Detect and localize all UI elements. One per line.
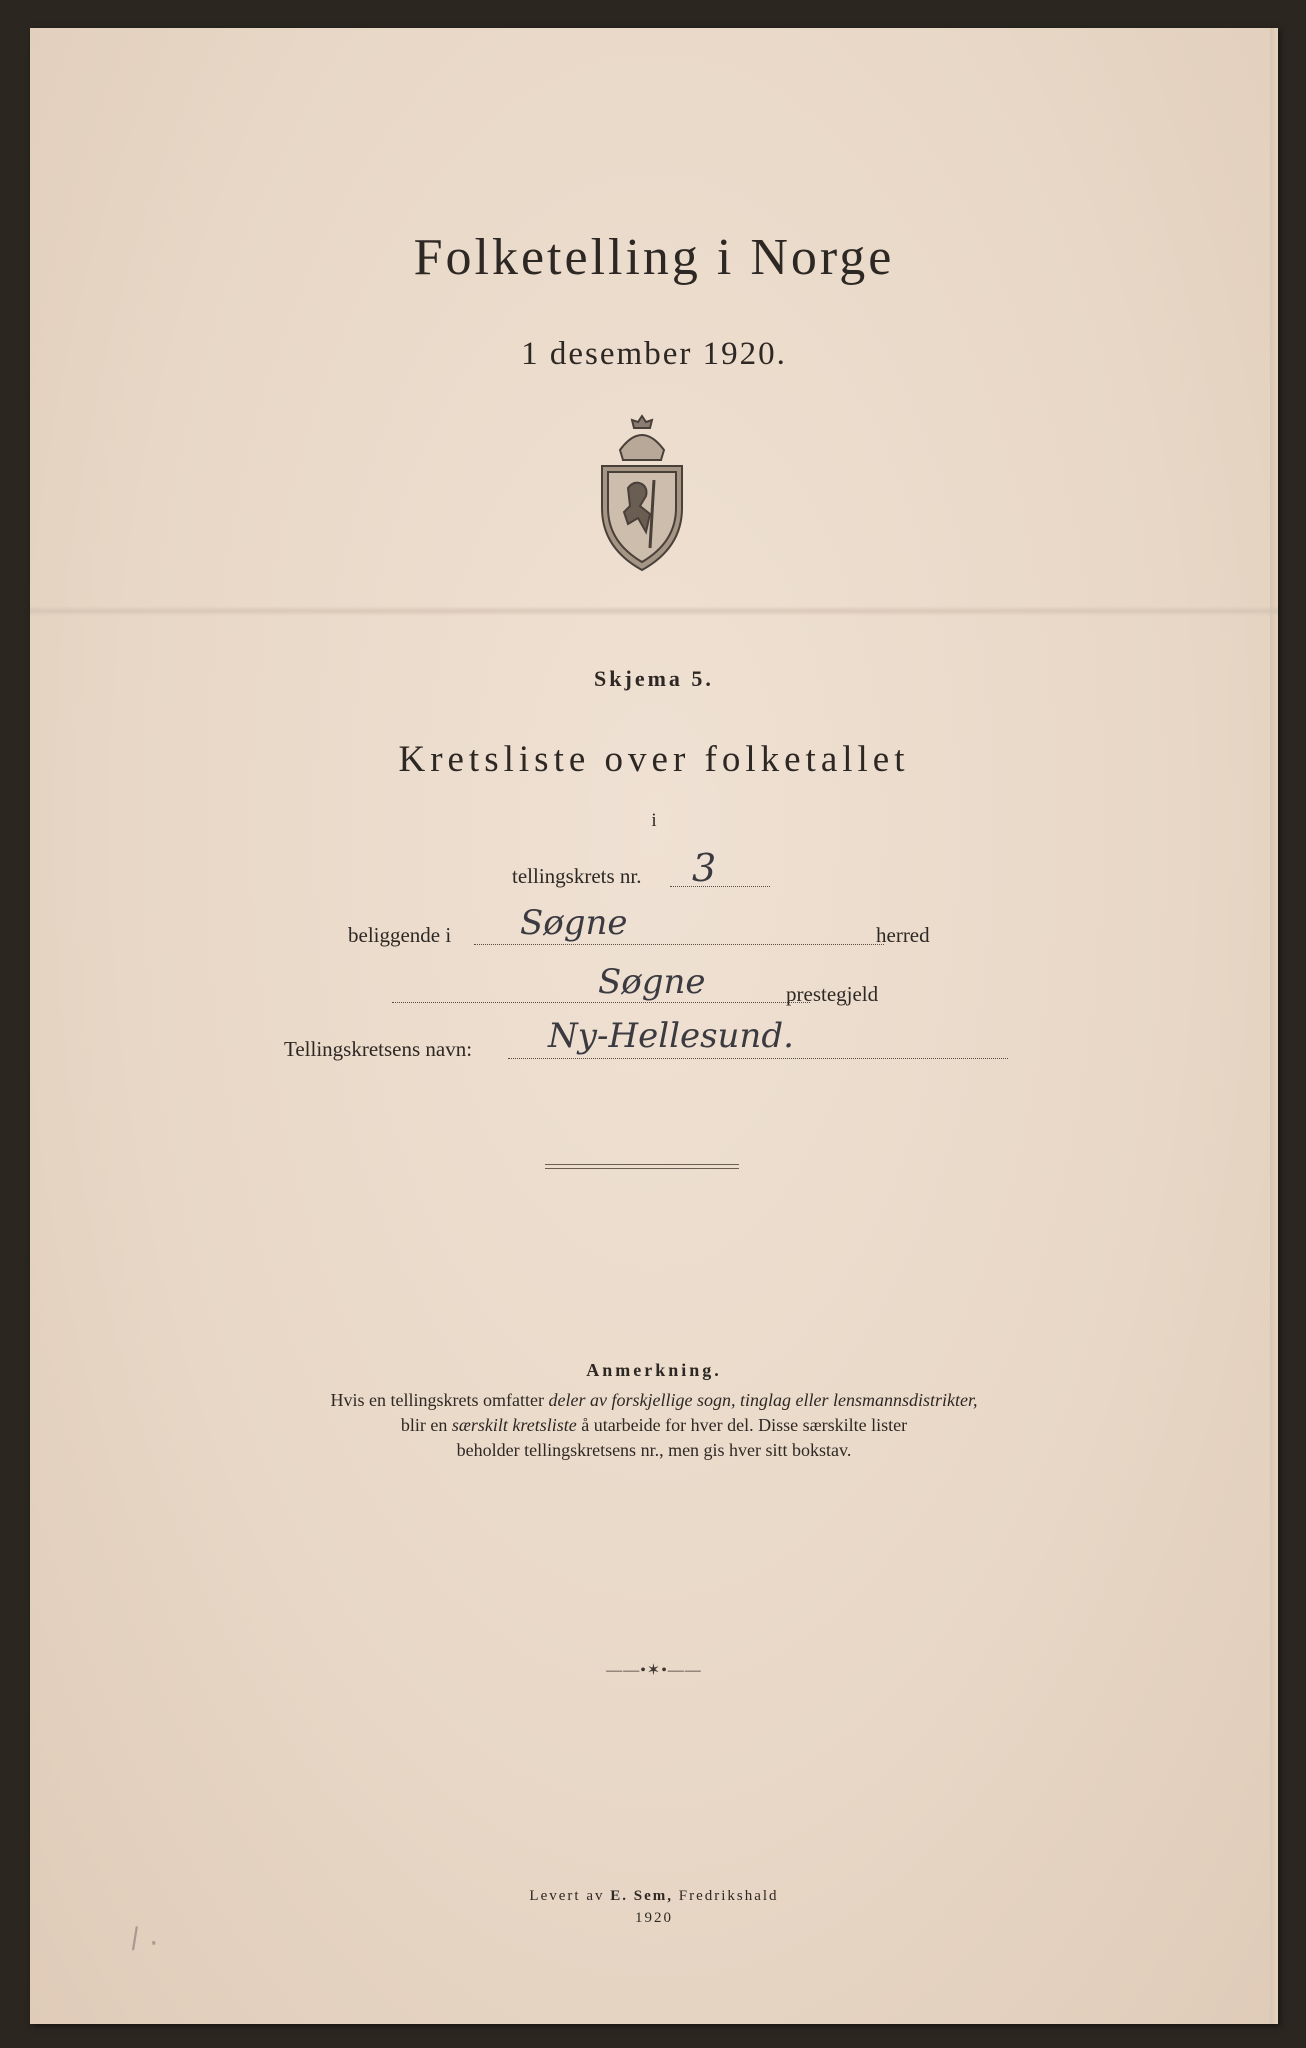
beliggende-line bbox=[474, 944, 884, 945]
pencil-mark: / . bbox=[127, 1918, 160, 1955]
navn-line bbox=[508, 1058, 1008, 1059]
tellingskrets-label: tellingskrets nr. bbox=[512, 864, 642, 888]
note-line-2-italic: særskilt kretsliste bbox=[451, 1415, 577, 1435]
connector-word: i bbox=[651, 810, 657, 831]
prestegjeld-line bbox=[392, 1002, 810, 1003]
printer-prefix: Levert av bbox=[529, 1888, 611, 1904]
prestegjeld-label: prestegjeld bbox=[786, 982, 879, 1006]
form-heading: Kretsliste over folketallet bbox=[398, 739, 910, 780]
printer-line-1 bbox=[30, 1888, 1278, 1905]
coat-of-arms-icon bbox=[592, 408, 692, 583]
document-title: Folketelling i Norge bbox=[413, 229, 895, 286]
note-line-2 bbox=[30, 1415, 1278, 1436]
note-line-2-text-a: blir en bbox=[400, 1415, 452, 1435]
note-line-1-text: Hvis en tellingskrets omfatter bbox=[330, 1390, 549, 1410]
navn-value: Ny-Hellesund. bbox=[548, 1016, 794, 1056]
printer-place: Fredrikshald bbox=[672, 1888, 779, 1904]
census-date: 1 desember 1920. bbox=[521, 336, 787, 372]
herred-label: herred bbox=[876, 923, 930, 947]
note-line-1-italic: deler av forskjellige sogn, tinglag eller lensmannsdistrikter, bbox=[548, 1390, 978, 1410]
fold-line bbox=[30, 606, 1278, 616]
note-line-3: beholder tellingskretsens nr., men gis hver sitt bokstav. bbox=[456, 1440, 852, 1460]
tellingskrets-line bbox=[670, 886, 770, 887]
beliggende-label: beliggende i bbox=[348, 923, 452, 947]
document-page bbox=[30, 28, 1278, 2024]
printer-name: E. Sem, bbox=[610, 1888, 673, 1904]
page-edge bbox=[1270, 28, 1278, 2024]
printer-year: 1920 bbox=[635, 1910, 673, 1926]
prestegjeld-value: Søgne bbox=[598, 962, 706, 1002]
double-rule-divider bbox=[545, 1164, 739, 1169]
note-heading: Anmerkning. bbox=[586, 1360, 722, 1380]
beliggende-value: Søgne bbox=[520, 903, 628, 943]
tellingskrets-value: 3 bbox=[692, 846, 717, 890]
note-line-1 bbox=[30, 1390, 1278, 1411]
ornament-divider: ——•✶•—— bbox=[606, 1662, 702, 1679]
note-line-2-text-c: å utarbeide for hver del. Disse særskilte lister bbox=[576, 1415, 908, 1435]
navn-label: Tellingskretsens navn: bbox=[284, 1037, 473, 1061]
schema-number: Skjema 5. bbox=[594, 666, 714, 691]
